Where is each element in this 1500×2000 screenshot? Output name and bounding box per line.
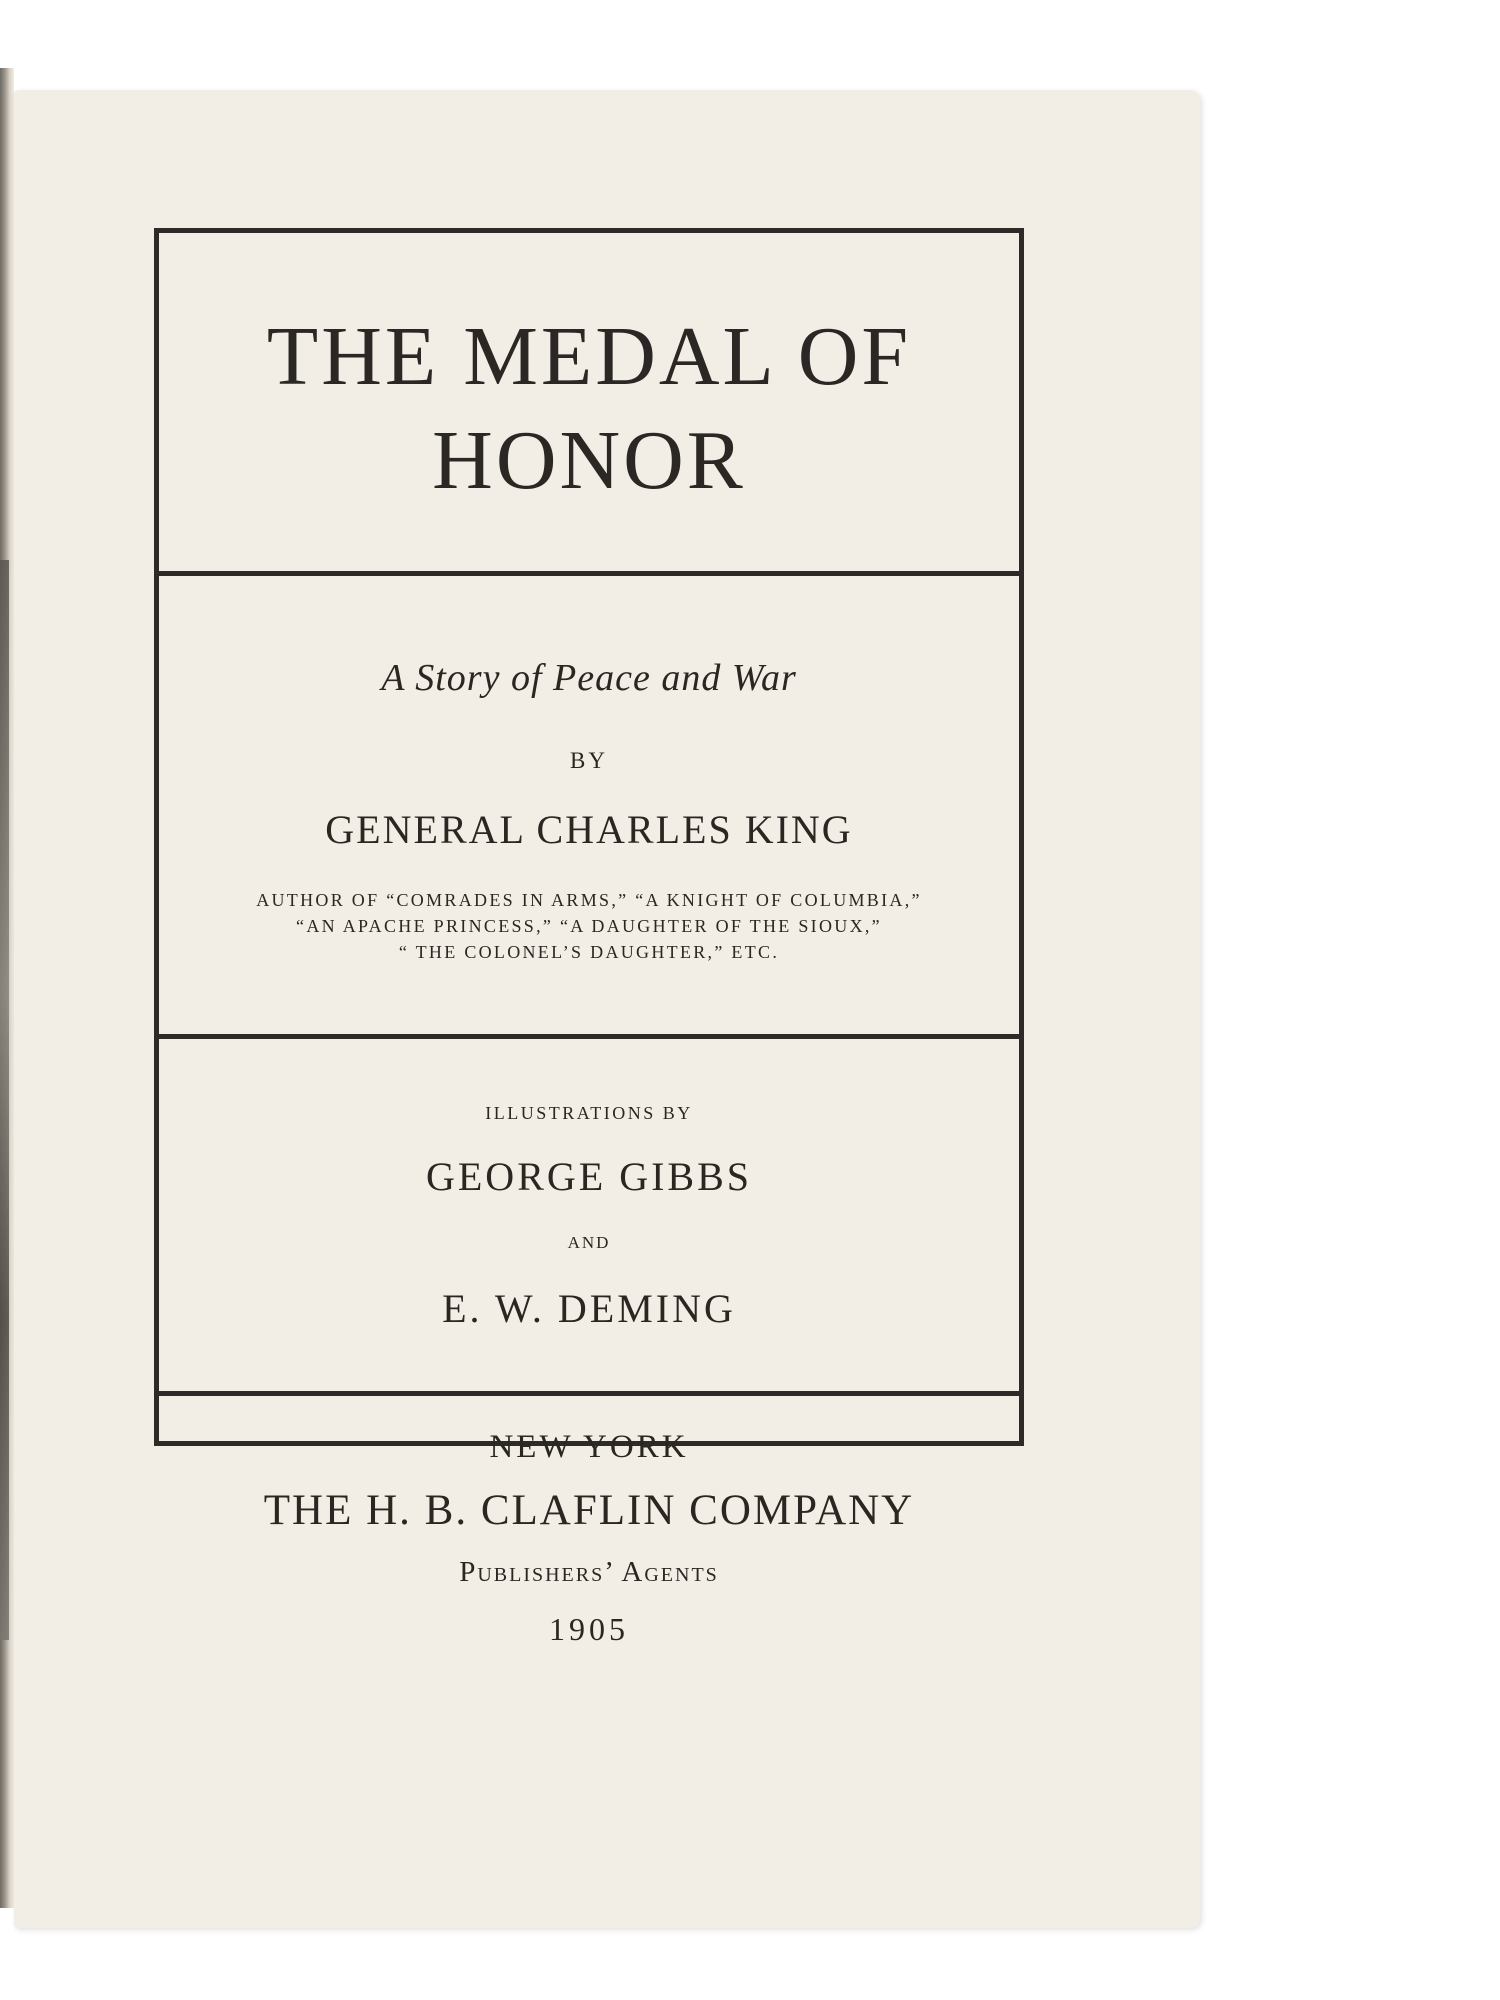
publisher-name: THE H. B. CLAFLIN COMPANY — [263, 1487, 915, 1534]
frontispiece-edge — [0, 560, 9, 1640]
book-title-line-1: THE MEDAL OF — [266, 310, 912, 403]
book-subtitle: A Story of Peace and War — [381, 657, 797, 699]
illustrator-name: GEORGE GIBBS — [425, 1154, 753, 1199]
illustrations-label: ILLUSTRATIONS BY — [485, 1103, 693, 1123]
author-works-line: AUTHOR OF “COMRADES IN ARMS,” “A KNIGHT OF COLUMBIA,” — [256, 890, 922, 910]
publisher-panel — [159, 233, 1019, 1647]
title-page — [14, 90, 1200, 1928]
author-works-line: “ THE COLONEL’S DAUGHTER,” ETC. — [398, 942, 780, 962]
publication-year: 1905 — [549, 1611, 629, 1647]
by-label: BY — [570, 748, 608, 773]
publisher-city: NEW YORK — [489, 1429, 689, 1465]
title-frame — [154, 228, 1024, 1647]
publisher-role: Publishers’ Agents — [459, 1556, 719, 1588]
and-label: AND — [567, 1233, 611, 1252]
illustrator-name: E. W. DEMING — [442, 1286, 736, 1331]
author-name: GENERAL CHARLES KING — [325, 807, 853, 852]
book-title-line-2: HONOR — [432, 414, 746, 507]
author-works-line: “AN APACHE PRINCESS,” “A DAUGHTER OF THE SIOUX,” — [296, 916, 882, 936]
